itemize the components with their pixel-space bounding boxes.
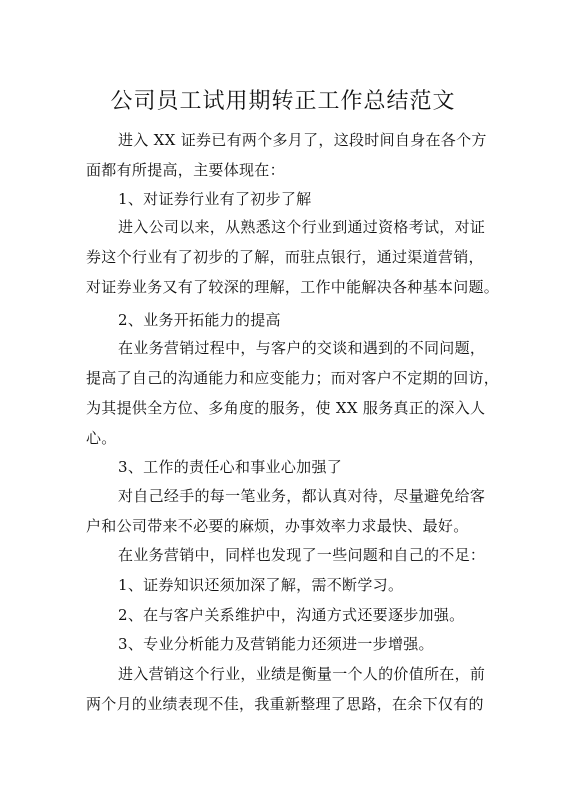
text-line: 户和公司带来不必要的麻烦，办事效率力求最快、最好。 xyxy=(86,517,469,535)
text-line: 1、证券知识还须加深了解，需不断学习。 xyxy=(118,576,404,594)
text-line: 在业务营销过程中，与客户的交谈和遇到的不同问题， xyxy=(118,339,486,357)
list-item-shortcoming-2 xyxy=(86,600,496,630)
text-line: 进入 XX 证券已有两个多月了，这段时间自身在各个方 xyxy=(118,131,487,149)
paragraph-business-development xyxy=(86,333,500,453)
heading-item-1 xyxy=(86,184,496,214)
paragraph-industry-understanding xyxy=(86,212,500,302)
text-line: 进入营销这个行业，业绩是衡量一个人的价值所在，前 xyxy=(118,665,486,683)
list-item-shortcoming-1 xyxy=(86,570,496,600)
text-line: 在业务营销中，同样也发现了一些问题和自己的不足： xyxy=(118,546,486,564)
paragraph-shortcomings-intro xyxy=(86,540,496,570)
heading-item-2 xyxy=(86,305,496,335)
text-line: 2、在与客户关系维护中，沟通方式还要逐步加强。 xyxy=(118,606,465,624)
paragraph-performance xyxy=(86,659,496,719)
document-title: 公司员工试用期转正工作总结范文 xyxy=(110,89,456,114)
text-line: 两个月的业绩表现不佳，我重新整理了思路，在余下仅有的 xyxy=(86,695,484,713)
text-line: 进入公司以来，从熟悉这个行业到通过资格考试，对证 xyxy=(118,218,486,236)
text-line: 提高了自己的沟通能力和应变能力；而对客户不定期的回访， xyxy=(86,369,500,387)
text-line: 为其提供全方位、多角度的服务，使 XX 服务真正的深入人 xyxy=(86,399,486,417)
text-line: 2、业务开拓能力的提高 xyxy=(118,311,281,329)
paragraph-intro xyxy=(86,125,496,185)
text-line: 面都有所提高，主要体现在： xyxy=(86,161,285,179)
text-line: 心。 xyxy=(86,429,117,447)
heading-item-3 xyxy=(86,452,496,482)
text-line: 3、工作的责任心和事业心加强了 xyxy=(118,458,343,476)
text-line: 对自己经手的每一笔业务，都认真对待，尽量避免给客 xyxy=(118,487,486,505)
text-line: 3、专业分析能力及营销能力还须进一步增强。 xyxy=(118,635,434,653)
text-line: 1、对证券行业有了初步了解 xyxy=(118,190,312,208)
paragraph-responsibility xyxy=(86,481,496,541)
text-line: 券这个行业有了初步的了解，而驻点银行，通过渠道营销， xyxy=(86,248,484,266)
text-line: 对证券业务又有了较深的理解，工作中能解决各种基本问题。 xyxy=(86,278,500,296)
list-item-shortcoming-3 xyxy=(86,629,496,659)
